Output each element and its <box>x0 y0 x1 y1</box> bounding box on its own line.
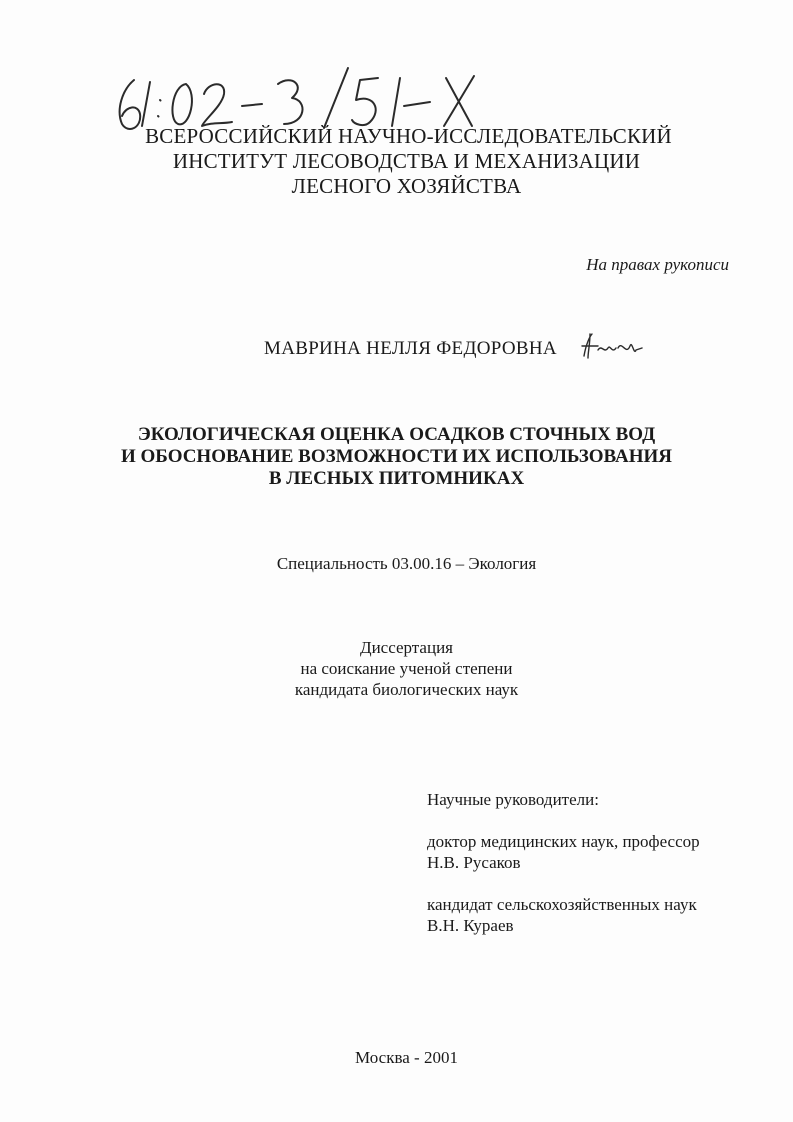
institution-line-3: ЛЕСНОГО ХОЗЯЙСТВА <box>291 174 522 198</box>
city-year-text: Москва - 2001 <box>355 1048 458 1067</box>
rights-note: На правах рукописи <box>586 255 729 274</box>
degree-line-2: на соискание ученой степени <box>300 659 513 678</box>
specialty <box>0 554 793 574</box>
supervisors-heading: Научные руководители: <box>427 790 599 809</box>
city-year <box>0 1048 793 1068</box>
supervisors-block <box>427 789 700 957</box>
dissertation-title <box>0 424 793 490</box>
supervisor-degree: доктор медицинских наук, профессор <box>427 832 700 851</box>
degree-line-1: Диссертация <box>359 638 453 657</box>
specialty-text: Специальность 03.00.16 – Экология <box>276 554 537 573</box>
title-line-2: И ОБОСНОВАНИЕ ВОЗМОЖНОСТИ ИХ ИСПОЛЬЗОВАНИЯ <box>120 446 673 467</box>
title-line-1: ЭКОЛОГИЧЕСКАЯ ОЦЕНКА ОСАДКОВ СТОЧНЫХ ВОД <box>137 424 656 445</box>
institution-line-2: ИНСТИТУТ ЛЕСОВОДСТВА И МЕХАНИЗАЦИИ <box>172 149 641 173</box>
author-name: МАВРИНА НЕЛЛЯ ФЕДОРОВНА <box>264 338 557 359</box>
degree-info <box>0 637 793 700</box>
supervisor-name: Н.В. Русаков <box>427 853 521 872</box>
signature-strokes <box>576 326 646 366</box>
supervisor-entry <box>427 894 700 936</box>
supervisor-degree: кандидат сельскохозяйственных наук <box>427 895 697 914</box>
institution-line-1: ВСЕРОССИЙСКИЙ НАУЧНО-ИССЛЕДОВАТЕЛЬСКИЙ <box>145 124 672 148</box>
institution-name <box>0 124 793 199</box>
supervisor-name: В.Н. Кураев <box>427 916 514 935</box>
supervisor-entry <box>427 831 700 873</box>
title-line-3: В ЛЕСНЫХ ПИТОМНИКАХ <box>268 468 525 489</box>
author-signature <box>576 326 646 366</box>
degree-line-3: кандидата биологических наук <box>294 680 519 699</box>
